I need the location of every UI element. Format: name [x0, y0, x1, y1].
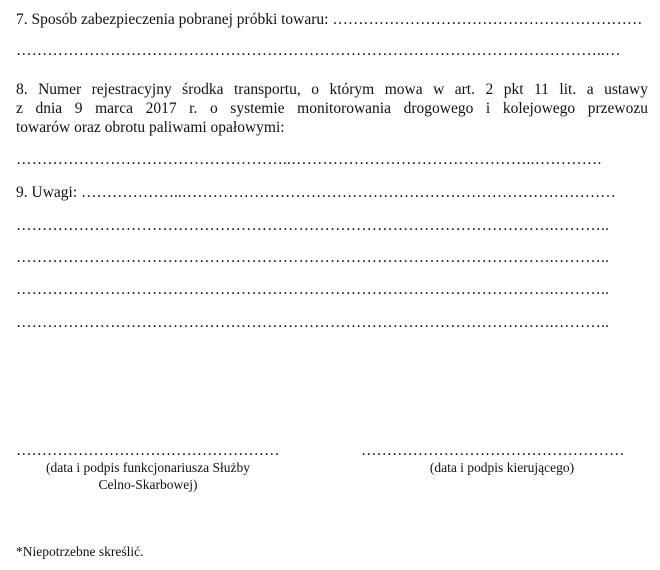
item-9-fill-line-2: ………………………………………………………………………………………….……….. [16, 249, 610, 266]
item-9-label: 9. Uwagi: ………………..………………………………………………………………………… [16, 184, 616, 201]
item-7-fill-line: …………………………………………………………………………………………………..… [16, 42, 621, 59]
officer-signature-caption-2: Celno-Skarbowej) [98, 477, 198, 492]
item-8-fill-line: ……………………………………………..………………………………………..…………. [16, 151, 602, 168]
form-page [16, 0, 648, 570]
item-8-text-line-2: z dnia 9 marca 2017 r. o systemie monitorowania drogowego i kolejowego przewozu [16, 100, 648, 117]
item-9-fill-line-4: ………………………………………………………………………………………….……….. [16, 314, 610, 331]
officer-signature-caption-1: (data i podpis funkcjonariusza Służby [46, 460, 250, 475]
item-7-label: 7. Sposób zabezpieczenia pobranej próbki towaru: …………………………………………………… [16, 11, 643, 28]
officer-signature-line: …………………………………………… [16, 442, 280, 459]
driver-signature-line: …………………………………………… [361, 442, 625, 459]
footnote: *Niepotrzebne skreślić. [16, 544, 144, 559]
item-8-text-line-3: towarów oraz obrotu paliwami opałowymi: [16, 119, 285, 136]
driver-signature-caption: (data i podpis kierującego) [429, 460, 575, 475]
item-9-fill-line-3: ………………………………………………………………………………………….……….. [16, 281, 610, 298]
item-8-text-line-1: 8. Numer rejestracyjny środka transportu, o którym mowa w art. 2 pkt 11 lit. a ustawy [16, 81, 648, 98]
item-9-fill-line-1: ………………………………………………………………………………………….……….. [16, 217, 610, 234]
